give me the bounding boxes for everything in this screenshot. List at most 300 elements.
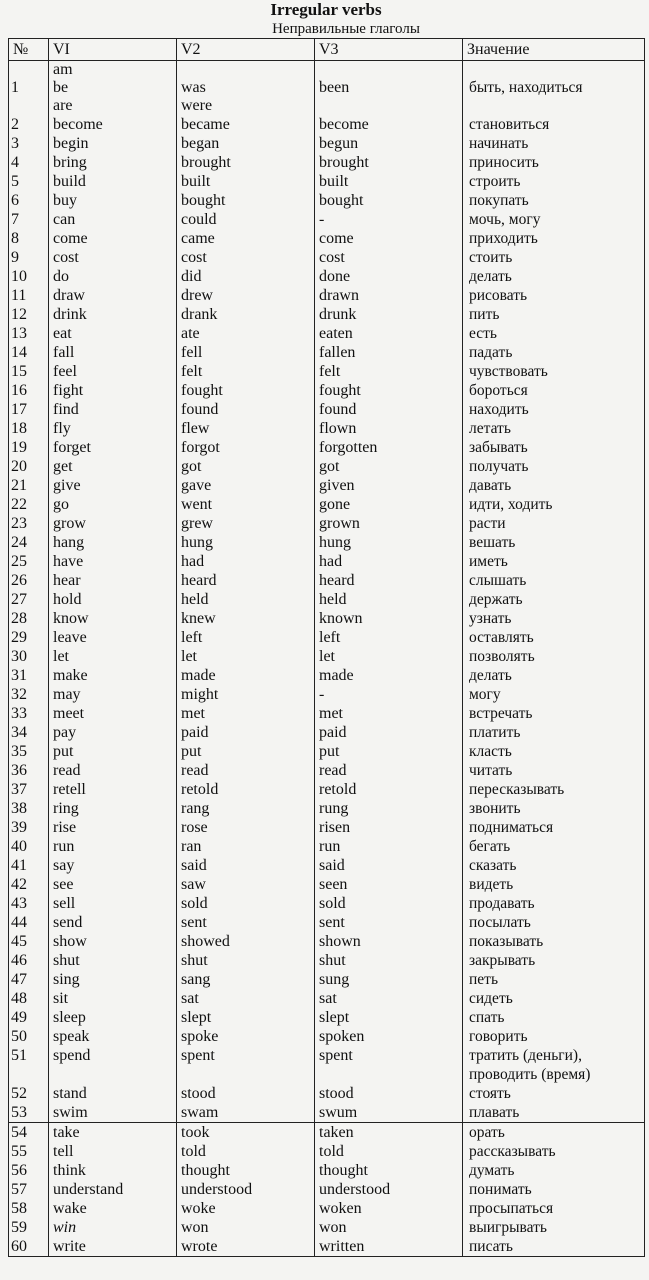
row-number: 36: [9, 761, 49, 780]
row-number: 22: [9, 495, 49, 514]
verb-v1: cost: [49, 248, 177, 267]
table-row: [9, 875, 645, 894]
verb-v3: eaten: [315, 324, 463, 343]
verb-meaning: делать: [463, 666, 645, 685]
verb-v1: get: [49, 457, 177, 476]
table-row: [9, 1123, 645, 1143]
verb-v1: find: [49, 400, 177, 419]
verb-v3: made: [315, 666, 463, 685]
table-row: [9, 932, 645, 951]
header-v1: VI: [49, 39, 177, 61]
verb-v2: understood: [177, 1180, 315, 1199]
verb-v2: came: [177, 229, 315, 248]
verb-v1: grow: [49, 514, 177, 533]
verb-v3: stood: [315, 1084, 463, 1103]
verb-v3: drunk: [315, 305, 463, 324]
verb-v2: said: [177, 856, 315, 875]
verb-v3: sold: [315, 894, 463, 913]
row-number: 7: [9, 210, 49, 229]
verb-v3: let: [315, 647, 463, 666]
verb-v1: think: [49, 1161, 177, 1180]
row-number: 3: [9, 134, 49, 153]
verb-v1-form: be: [53, 79, 69, 96]
row-number: 13: [9, 324, 49, 343]
verb-v3: heard: [315, 571, 463, 590]
row-number: 27: [9, 590, 49, 609]
verb-v1: spend: [49, 1046, 177, 1084]
verb-v3: rung: [315, 799, 463, 818]
verb-v3: read: [315, 761, 463, 780]
verb-v1: sleep: [49, 1008, 177, 1027]
verb-v1: may: [49, 685, 177, 704]
row-number: 57: [9, 1180, 49, 1199]
row-number: 15: [9, 362, 49, 381]
verb-meaning: вешать: [463, 533, 645, 552]
verb-meaning: иметь: [463, 552, 645, 571]
verb-v2: had: [177, 552, 315, 571]
verb-v2: gave: [177, 476, 315, 495]
verb-meaning: просыпаться: [463, 1199, 645, 1218]
verb-v2: left: [177, 628, 315, 647]
verb-v1: rise: [49, 818, 177, 837]
verb-v2: told: [177, 1142, 315, 1161]
row-number: 50: [9, 1027, 49, 1046]
table-row: [9, 172, 645, 191]
verb-v2: spoke: [177, 1027, 315, 1046]
verb-v2: drank: [177, 305, 315, 324]
table-row: [9, 153, 645, 172]
verb-v1: understand: [49, 1180, 177, 1199]
table-row: [9, 894, 645, 913]
verb-v1: stand: [49, 1084, 177, 1103]
row-number: 6: [9, 191, 49, 210]
verb-meaning: пить: [463, 305, 645, 324]
header-row: [9, 39, 645, 61]
row-number: 54: [9, 1123, 49, 1143]
verb-meaning: читать: [463, 761, 645, 780]
row-number: 37: [9, 780, 49, 799]
table-row: [9, 324, 645, 343]
table-row: [9, 761, 645, 780]
row-number: 40: [9, 837, 49, 856]
row-number: 56: [9, 1161, 49, 1180]
verb-v1: speak: [49, 1027, 177, 1046]
verb-meaning: получать: [463, 457, 645, 476]
verb-v2-form: was: [181, 79, 206, 96]
table-row: [9, 723, 645, 742]
verb-v1: retell: [49, 780, 177, 799]
verb-meaning: выигрывать: [463, 1218, 645, 1237]
verb-v2: flew: [177, 419, 315, 438]
verb-meaning: находить: [463, 400, 645, 419]
table-row: [9, 647, 645, 666]
verb-meaning: делать: [463, 267, 645, 286]
verb-v3: understood: [315, 1180, 463, 1199]
row-number: 20: [9, 457, 49, 476]
verb-meaning: звонить: [463, 799, 645, 818]
verb-meaning: посылать: [463, 913, 645, 932]
verb-v2: ran: [177, 837, 315, 856]
table-row: [9, 685, 645, 704]
verb-v2: [177, 61, 315, 116]
row-number: 19: [9, 438, 49, 457]
verb-v2: forgot: [177, 438, 315, 457]
verb-v3: built: [315, 172, 463, 191]
verb-v3: said: [315, 856, 463, 875]
verb-v3: risen: [315, 818, 463, 837]
verb-v1: say: [49, 856, 177, 875]
verb-v3: told: [315, 1142, 463, 1161]
verb-v1: win: [49, 1218, 177, 1237]
row-number: 17: [9, 400, 49, 419]
row-number: 53: [9, 1103, 49, 1123]
verb-v2: won: [177, 1218, 315, 1237]
verb-v2: could: [177, 210, 315, 229]
verb-meaning: позволять: [463, 647, 645, 666]
row-number: 46: [9, 951, 49, 970]
row-number: 9: [9, 248, 49, 267]
table-row: [9, 191, 645, 210]
verb-v2: rang: [177, 799, 315, 818]
verb-meaning: становиться: [463, 115, 645, 134]
table-row: [9, 533, 645, 552]
verb-v2: began: [177, 134, 315, 153]
verb-meaning: слышать: [463, 571, 645, 590]
verb-v1: fall: [49, 343, 177, 362]
table-row: [9, 1008, 645, 1027]
verb-v3: thought: [315, 1161, 463, 1180]
verb-v3: taken: [315, 1123, 463, 1143]
verb-meaning: есть: [463, 324, 645, 343]
verb-v2: showed: [177, 932, 315, 951]
table-row: [9, 286, 645, 305]
verb-v1: run: [49, 837, 177, 856]
verb-meaning: могу: [463, 685, 645, 704]
row-number: 21: [9, 476, 49, 495]
row-number: 18: [9, 419, 49, 438]
row-number: 51: [9, 1046, 49, 1084]
verb-v1: swim: [49, 1103, 177, 1123]
table-row: [9, 1161, 645, 1180]
table-row: [9, 1142, 645, 1161]
table-row: [9, 419, 645, 438]
verb-v3: sat: [315, 989, 463, 1008]
verb-v1: come: [49, 229, 177, 248]
verb-meaning: класть: [463, 742, 645, 761]
verb-v1: leave: [49, 628, 177, 647]
verb-v1: meet: [49, 704, 177, 723]
verb-v3: drawn: [315, 286, 463, 305]
table-row: [9, 210, 645, 229]
verb-v2: let: [177, 647, 315, 666]
row-number: 48: [9, 989, 49, 1008]
row-number: 44: [9, 913, 49, 932]
verb-meaning: начинать: [463, 134, 645, 153]
row-number: 29: [9, 628, 49, 647]
verb-v3: spent: [315, 1046, 463, 1084]
table-row: [9, 1218, 645, 1237]
verb-meaning: стоять: [463, 1084, 645, 1103]
row-number: 31: [9, 666, 49, 685]
verb-meaning: говорить: [463, 1027, 645, 1046]
verb-v2: woke: [177, 1199, 315, 1218]
verb-v1: build: [49, 172, 177, 191]
row-number: 49: [9, 1008, 49, 1027]
verb-v1: know: [49, 609, 177, 628]
verb-meaning: платить: [463, 723, 645, 742]
verb-v3: woken: [315, 1199, 463, 1218]
row-number: 60: [9, 1237, 49, 1257]
verb-v3: shut: [315, 951, 463, 970]
verb-meaning: приходить: [463, 229, 645, 248]
verb-v2: heard: [177, 571, 315, 590]
table-row: [9, 229, 645, 248]
verb-v3: fallen: [315, 343, 463, 362]
table-row: [9, 609, 645, 628]
verb-v2: sat: [177, 989, 315, 1008]
verb-v1: ring: [49, 799, 177, 818]
verb-meaning: падать: [463, 343, 645, 362]
verb-v1: can: [49, 210, 177, 229]
verb-v2: met: [177, 704, 315, 723]
verb-meaning: встречать: [463, 704, 645, 723]
verb-v3: spoken: [315, 1027, 463, 1046]
table-row: [9, 1084, 645, 1103]
verb-v2: became: [177, 115, 315, 134]
verb-meaning: стоить: [463, 248, 645, 267]
verb-v2: drew: [177, 286, 315, 305]
table-row: [9, 590, 645, 609]
verb-v1: send: [49, 913, 177, 932]
verb-meaning: пересказывать: [463, 780, 645, 799]
verb-v1: pay: [49, 723, 177, 742]
verb-v2: ate: [177, 324, 315, 343]
row-number: 32: [9, 685, 49, 704]
verb-v2: slept: [177, 1008, 315, 1027]
verb-meaning: рисовать: [463, 286, 645, 305]
table-row: [9, 1199, 645, 1218]
table-row: [9, 1027, 645, 1046]
verb-meaning: держать: [463, 590, 645, 609]
verb-meaning: мочь, могу: [463, 210, 645, 229]
row-number: 39: [9, 818, 49, 837]
verb-v2: found: [177, 400, 315, 419]
verb-meaning: бегать: [463, 837, 645, 856]
verb-meaning: узнать: [463, 609, 645, 628]
row-number: 24: [9, 533, 49, 552]
verb-v2: sold: [177, 894, 315, 913]
table-row: [9, 837, 645, 856]
verb-v1: show: [49, 932, 177, 951]
verb-v3: sent: [315, 913, 463, 932]
verb-v1: have: [49, 552, 177, 571]
row-number: 1: [9, 61, 49, 116]
verb-v3: got: [315, 457, 463, 476]
verb-v2: cost: [177, 248, 315, 267]
verb-v2: retold: [177, 780, 315, 799]
verb-v2: brought: [177, 153, 315, 172]
verb-v3: been: [315, 61, 463, 116]
verb-v1: begin: [49, 134, 177, 153]
verb-meaning: расти: [463, 514, 645, 533]
row-number: 26: [9, 571, 49, 590]
page-subtitle: Неправильные глаголы: [272, 21, 420, 37]
verb-v3: won: [315, 1218, 463, 1237]
verb-meaning: чувствовать: [463, 362, 645, 381]
table-row: [9, 666, 645, 685]
row-number: 58: [9, 1199, 49, 1218]
verb-v1: become: [49, 115, 177, 134]
verb-v3: felt: [315, 362, 463, 381]
verb-v3: seen: [315, 875, 463, 894]
verb-v1: do: [49, 267, 177, 286]
table-row: [9, 1103, 645, 1123]
verb-v1-form: am: [53, 61, 73, 78]
verb-v1: hold: [49, 590, 177, 609]
row-number: 16: [9, 381, 49, 400]
verb-v1: [49, 61, 177, 116]
verb-v3: run: [315, 837, 463, 856]
row-number: 28: [9, 609, 49, 628]
verb-v3: -: [315, 210, 463, 229]
row-number: 23: [9, 514, 49, 533]
verb-v1: fight: [49, 381, 177, 400]
verb-v1: shut: [49, 951, 177, 970]
table-row: [9, 495, 645, 514]
verb-v3: brought: [315, 153, 463, 172]
table-row: [9, 115, 645, 134]
verbs-body: [9, 61, 645, 1257]
header-v2: V2: [177, 39, 315, 61]
row-number: 12: [9, 305, 49, 324]
table-row: [9, 742, 645, 761]
verb-v2: bought: [177, 191, 315, 210]
table-row: [9, 989, 645, 1008]
verb-v3: swum: [315, 1103, 463, 1123]
verb-v3: cost: [315, 248, 463, 267]
table-row: [9, 951, 645, 970]
verb-v3: gone: [315, 495, 463, 514]
table-row: [9, 704, 645, 723]
table-row: [9, 799, 645, 818]
verb-v3: put: [315, 742, 463, 761]
verb-meaning: давать: [463, 476, 645, 495]
row-number: 2: [9, 115, 49, 134]
verb-meaning: подниматься: [463, 818, 645, 837]
verb-meaning: строить: [463, 172, 645, 191]
verb-meaning: спать: [463, 1008, 645, 1027]
verb-meaning: идти, ходить: [463, 495, 645, 514]
verb-v1: bring: [49, 153, 177, 172]
verb-v2: knew: [177, 609, 315, 628]
verb-v2: felt: [177, 362, 315, 381]
row-number: 45: [9, 932, 49, 951]
verb-v1: see: [49, 875, 177, 894]
verb-v2-form: were: [181, 97, 213, 114]
verb-v2: stood: [177, 1084, 315, 1103]
table-row: [9, 343, 645, 362]
verb-v3: sung: [315, 970, 463, 989]
verb-v3: forgotten: [315, 438, 463, 457]
verb-meaning: сказать: [463, 856, 645, 875]
verb-v2: rose: [177, 818, 315, 837]
row-number: 34: [9, 723, 49, 742]
row-number: 11: [9, 286, 49, 305]
table-row: [9, 267, 645, 286]
verb-v2: went: [177, 495, 315, 514]
verb-v3: had: [315, 552, 463, 571]
verb-v2: sent: [177, 913, 315, 932]
verb-meaning: писать: [463, 1237, 645, 1257]
verb-meaning: петь: [463, 970, 645, 989]
verb-v2: paid: [177, 723, 315, 742]
verb-v1: take: [49, 1123, 177, 1143]
verb-v2: got: [177, 457, 315, 476]
verb-v2: did: [177, 267, 315, 286]
verb-meaning: бороться: [463, 381, 645, 400]
verb-v3: shown: [315, 932, 463, 951]
verb-v1: go: [49, 495, 177, 514]
verb-v1: write: [49, 1237, 177, 1257]
header-meaning: Значение: [463, 39, 645, 61]
table-row: [9, 457, 645, 476]
verb-v1: tell: [49, 1142, 177, 1161]
verb-v3: given: [315, 476, 463, 495]
table-row: [9, 381, 645, 400]
verb-v3: slept: [315, 1008, 463, 1027]
verb-v3: done: [315, 267, 463, 286]
page-title: Irregular verbs: [270, 0, 382, 19]
verb-meaning: покупать: [463, 191, 645, 210]
verb-v2: spent: [177, 1046, 315, 1084]
table-row: [9, 780, 645, 799]
verb-v3: become: [315, 115, 463, 134]
verb-v2: built: [177, 172, 315, 191]
verb-v3: held: [315, 590, 463, 609]
verb-v1: wake: [49, 1199, 177, 1218]
table-row: [9, 514, 645, 533]
row-number: 14: [9, 343, 49, 362]
verb-meaning: думать: [463, 1161, 645, 1180]
verb-meaning: видеть: [463, 875, 645, 894]
verb-v2: thought: [177, 1161, 315, 1180]
row-number: 42: [9, 875, 49, 894]
verb-v2: made: [177, 666, 315, 685]
row-number: 4: [9, 153, 49, 172]
row-number: 38: [9, 799, 49, 818]
header-v3: V3: [315, 39, 463, 61]
verb-v3: retold: [315, 780, 463, 799]
row-number: 59: [9, 1218, 49, 1237]
row-number: 43: [9, 894, 49, 913]
table-row: [9, 818, 645, 837]
row-number: 41: [9, 856, 49, 875]
row-number: 35: [9, 742, 49, 761]
table-row: [9, 134, 645, 153]
verb-v3: left: [315, 628, 463, 647]
verb-meaning: продавать: [463, 894, 645, 913]
verb-v2: saw: [177, 875, 315, 894]
verb-v2: sang: [177, 970, 315, 989]
verb-v1: sit: [49, 989, 177, 1008]
verb-meaning: летать: [463, 419, 645, 438]
verb-meaning: сидеть: [463, 989, 645, 1008]
row-number: 25: [9, 552, 49, 571]
table-row: [9, 400, 645, 419]
table-row: [9, 913, 645, 932]
table-row: [9, 1046, 645, 1084]
verb-v1: eat: [49, 324, 177, 343]
